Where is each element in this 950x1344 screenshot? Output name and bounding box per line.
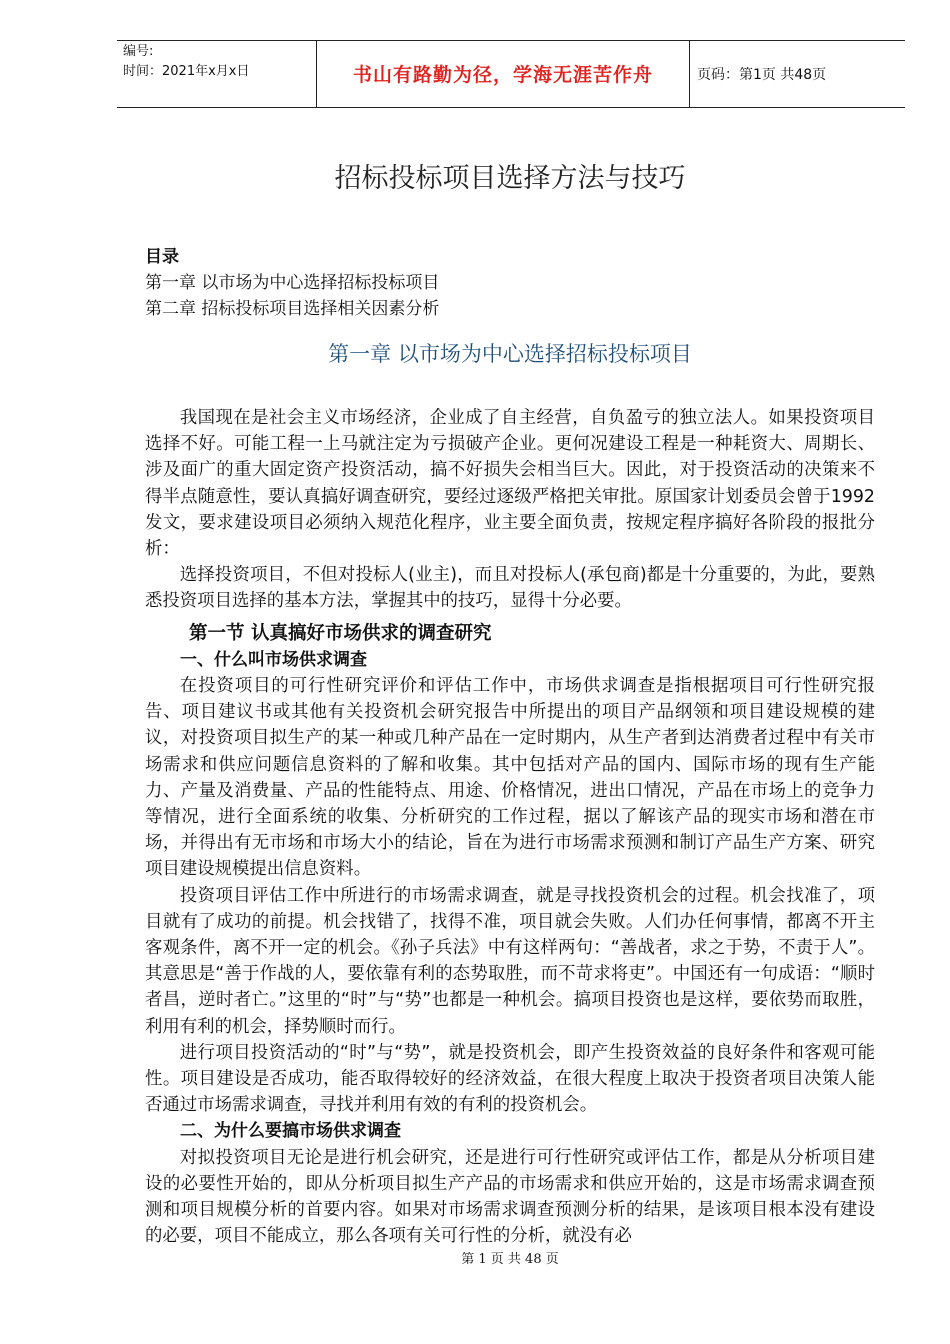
paragraph: 我国现在是社会主义市场经济，企业成了自主经营，自负盈亏的独立法人。如果投资项目选择不好。可能工程一上马就注定为亏损破产企业。更何况建设工程是一种耗资大、周期长、涉及面广的重大固定资产投资活动，搞不好损失会相当巨大。因此，对于投资活动的决策来不得半点随意性，要认真搞好调查研究，要经过逐级严格把关审批。原国家计划委员会曾于1992发文，要求建设项目必须纳入规范化程序，业主要全面负责，按规定程序搞好各阶段的报批分析： (145, 408, 875, 560)
header-bottom-rule (117, 107, 905, 108)
time-label: 时间：2021年x月x日 (123, 64, 250, 79)
paragraph: 在投资项目的可行性研究评价和评估工作中，市场供求调查是指根据项目可行性研究报告、项目建议书或其他有关投资机会研究报告中所提出的项目产品纲领和项目建设规模的建议，对投资项目拟生产的某一种或几种产品在一定时期内，从生产者到达消费者过程中有关市场需求和供应问题信息资料的了解和收集。其中包括对产品的国内、国际市场的现有生产能力、产量及消费量、产品的性能特点、用途、价格情况，进出口情况，产品在市场上的竞争力等情况，进行全面系统的收集、分析研究的工作过程，据以了解该产品的现实市场和潜在市场，并得出有无市场和市场大小的结论，旨在为进行市场需求预测和制订产品生产方案、研究项目建设规模提出信息资料。 (145, 676, 875, 880)
chapter-title: 第一章 以市场为中心选择招标投标项目 (328, 342, 692, 366)
number-label: 编号: (123, 44, 154, 59)
document-body (145, 405, 875, 1250)
header-top-rule (117, 40, 905, 41)
paragraph: 选择投资项目，不但对投标人(业主)，而且对投标人(承包商)都是十分重要的，为此，要熟悉投资项目选择的基本方法，掌握其中的技巧，显得十分必要。 (145, 565, 875, 612)
header-page-info: 页码：第1页 共48页 (697, 67, 827, 83)
paragraph: 对拟投资项目无论是进行机会研究，还是进行可行性研究或评估工作，都是从分析项目建设的必要性开始的，即从分析项目拟生产产品的市场需求和供应开始的，这是市场需求调查预测和项目规模分析的首要内容。如果对市场需求调查预测分析的结果，是该项目根本没有建设的必要，项目不能成立，那么各项有关可行性的分析，就没有必 (145, 1147, 875, 1247)
toc-item: 第一章 以市场为中心选择招标投标项目 (145, 273, 440, 293)
header-motto: 书山有路勤为径，学海无涯苦作舟 (352, 64, 653, 86)
toc-heading: 目录 (145, 247, 179, 267)
page-footer: 第 1 页 共 48 页 (461, 1252, 559, 1267)
toc-item: 第二章 招标投标项目选择相关因素分析 (145, 299, 440, 319)
document-title: 招标投标项目选择方法与技巧 (334, 163, 686, 194)
subsection-heading: 二、为什么要搞市场供求调查 (180, 1121, 401, 1142)
header-meta (123, 42, 249, 82)
paragraph: 进行项目投资活动的“时”与“势”，就是投资机会，即产生投资效益的良好条件和客观可能性。项目建设是否成功，能否取得较好的经济效益，在很大程度上取决于投资者项目决策人能否通过市场需求调查，寻找并利用有效的有利的投资机会。 (145, 1042, 875, 1116)
subsection-heading: 一、什么叫市场供求调查 (180, 649, 367, 670)
paragraph: 投资项目评估工作中所进行的市场需求调查，就是寻找投资机会的过程。机会找准了，项目就有了成功的前提。机会找错了，找得不准，项目就会失败。人们办任何事情，都离不开主客观条件，离不开一定的机会。《孙子兵法》中有这样两句：“善战者，求之于势，不责于人”。其意思是“善于作战的人，要依靠有利的态势取胜，而不苛求将吏”。中国还有一句成语：“顺时者昌，逆时者亡。”这里的“时”与“势”也都是一种机会。搞项目投资也是这样，要依势而取胜，利用有利的机会，择势顺时而行。 (145, 885, 875, 1037)
page-header (117, 40, 905, 108)
section-heading: 第一节 认真搞好市场供求的调查研究 (189, 622, 492, 644)
header-divider (689, 40, 690, 108)
